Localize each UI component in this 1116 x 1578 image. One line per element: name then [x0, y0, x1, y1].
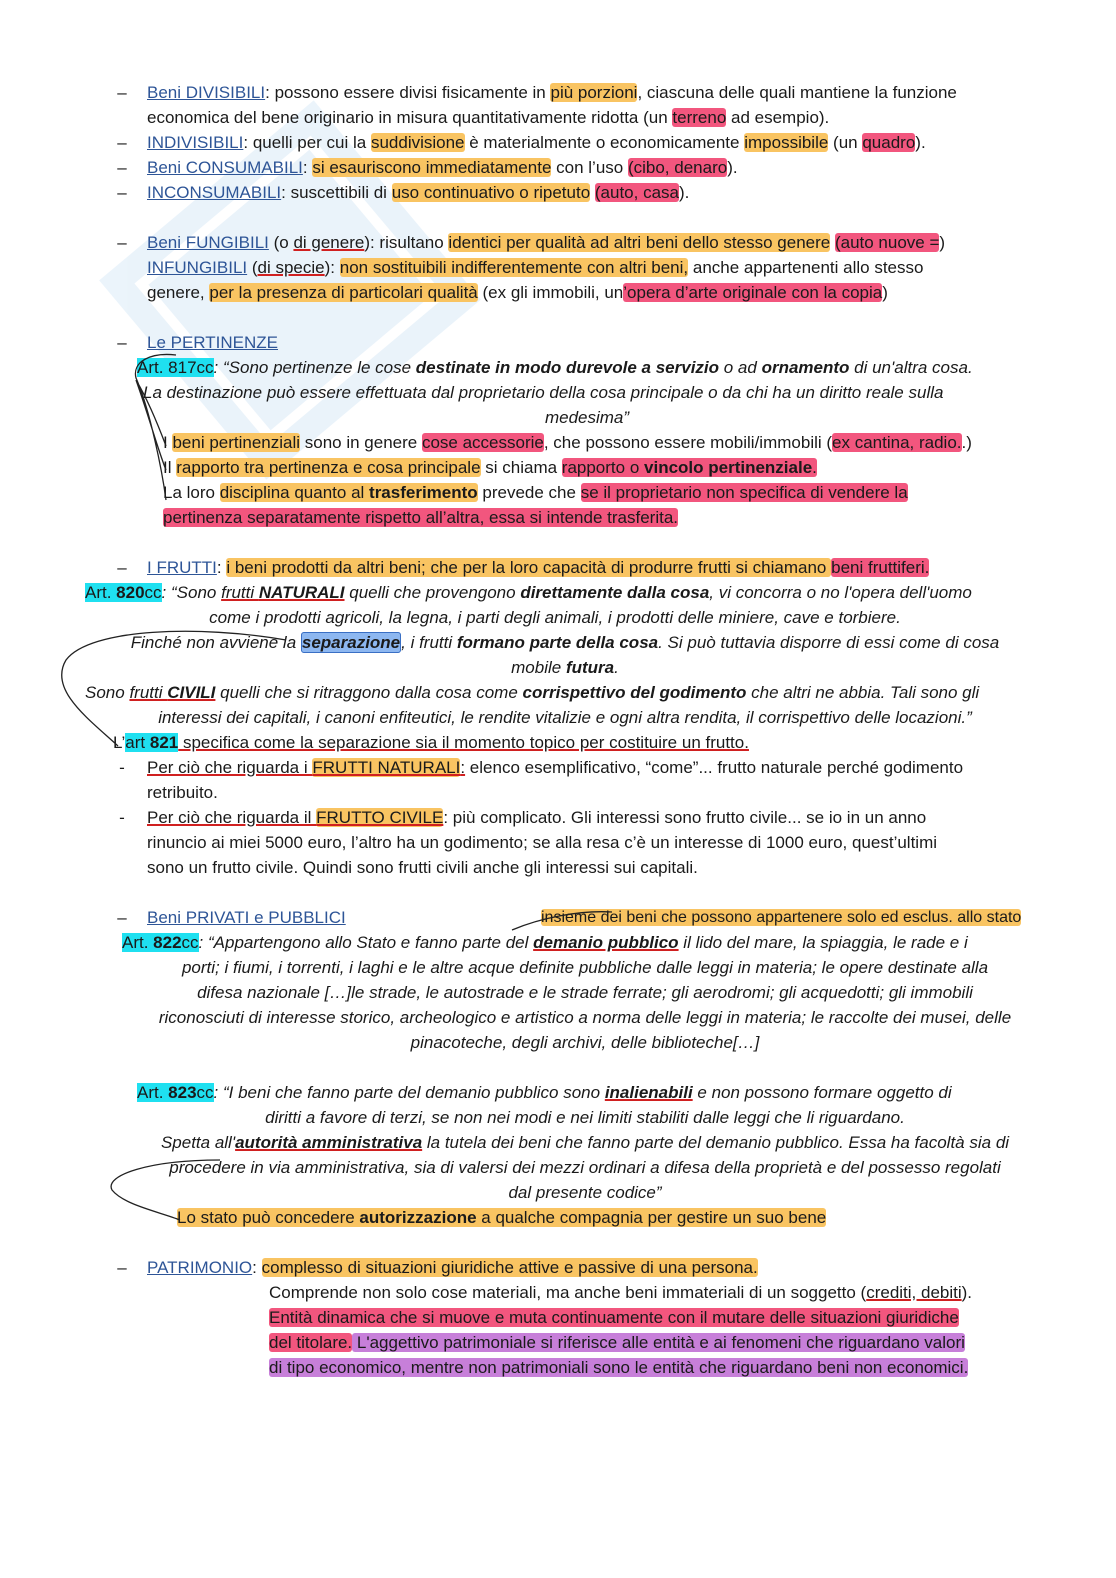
highlight: si esauriscono immediatamente — [312, 158, 552, 177]
art823-line-5: dal presente codice” — [508, 1183, 662, 1202]
bullet-dash: – — [117, 183, 127, 202]
divisibili-line-2: economica del bene originario in misura quantitativamente ridotta (un terreno ad esempio). — [147, 108, 830, 127]
art822-line-5: pinacoteche, degli archivi, delle biblioteche[…] — [410, 1033, 760, 1052]
highlight: quadro — [862, 133, 916, 152]
bullet-hyphen: - — [119, 758, 125, 777]
bullet-dash: – — [117, 908, 127, 927]
term-consumabili[interactable]: Beni CONSUMABILI — [147, 158, 303, 177]
frutto-civile-line-1: Per ciò che riguarda il FRUTTO CIVILE: più complicato. Gli interessi sono frutto civile... se io in un anno — [147, 808, 927, 827]
highlight: (cibo, denaro — [627, 158, 728, 177]
highlight: rapporto o vincolo pertinenziale. — [561, 458, 817, 477]
art822-line-4: riconosciuti di interesse storico, archeologico e artistico a norma delle leggi in materia; le raccolte dei musei, delle — [158, 1008, 1012, 1027]
term-indivisibili[interactable]: INDIVISIBILI — [147, 133, 244, 152]
art822-line-2: porti; i fiumi, i torrenti, i laghi e le altre acque definite pubbliche dalle leggi in materia; le opere destinate alla — [181, 958, 989, 977]
pertinenze-note-3: La loro disciplina quanto al trasferimento prevede che se il proprietario non specifica di vendere la — [163, 483, 908, 502]
highlight: disciplina quanto al trasferimento — [219, 483, 478, 502]
art817-line-3: medesima” — [544, 408, 630, 427]
infungibili-line-2: genere, per la presenza di particolari qualità (ex gli immobili, un’opera d’arte originale con la copia) — [147, 283, 888, 302]
patrimonio-line-2: Comprende non solo cose materiali, ma anche beni immateriali di un soggetto (crediti, debiti). — [269, 1283, 973, 1302]
highlight: Entità dinamica che si muove e muta continuamente con il mutare delle situazioni giuridiche — [269, 1308, 959, 1327]
highlight: complesso di situazioni giuridiche attive e passive di una persona. — [261, 1258, 758, 1277]
art820-line-2: come i prodotti agricoli, la legna, i parti degli animali, i prodotti delle miniere, cave e torbiere. — [209, 608, 901, 627]
pertinenze-heading — [147, 331, 278, 355]
pertinenze-note-1: I beni pertinenziali sono in genere cose accessorie, che possono essere mobili/immobili (ex cantina, radio..) — [163, 433, 972, 452]
bullet-dash: – — [117, 83, 127, 102]
article-label: Art. 823cc — [137, 1083, 214, 1102]
article-label: Art. 817cc — [137, 358, 214, 377]
frutti-heading: I FRUTTI: i beni prodotti da altri beni; che per la loro capacità di produrre frutti si chiamano beni fruttiferi. — [147, 558, 930, 577]
article-label: Art. 820cc — [85, 583, 162, 602]
highlight: FRUTTO CIVILE — [316, 808, 444, 827]
highlight: L'aggettivo patrimoniale si riferisce alle entità e ai fenomeni che riguardano valori — [352, 1333, 965, 1352]
highlight: identici per qualità ad altri beni dello stesso genere — [448, 233, 831, 252]
highlight: più porzioni — [550, 83, 638, 102]
bullet-dash: – — [117, 558, 127, 577]
bullet-dash: – — [117, 233, 127, 252]
term-fungibili[interactable]: Beni FUNGIBILI — [147, 233, 269, 252]
fungibili-line: Beni FUNGIBILI (o di genere): risultano identici per qualità ad altri beni dello stesso genere (auto nuove =) — [147, 233, 946, 252]
article-label: art 821 — [125, 733, 179, 752]
frutti-naturali-line-2: retribuito. — [147, 783, 218, 802]
divisibili-line-1: Beni DIVISIBILI: possono essere divisi fisicamente in più porzioni, ciascuna delle quali mantiene la funzione — [147, 83, 957, 102]
patrimonio-line-4 — [269, 1331, 965, 1355]
bullet-dash: – — [117, 133, 127, 152]
consumabili-line: Beni CONSUMABILI: si esauriscono immediatamente con l’uso (cibo, denaro). — [147, 158, 738, 177]
highlight: di tipo economico, mentre non patrimoniali sono le entità che riguardano beni non economici. — [269, 1358, 969, 1377]
art822-line-3: difesa nazionale […]le strade, le autostrade e le strade ferrate; gli aerodromi; gli acquedotti; gli immobili — [197, 983, 973, 1002]
indivisibili-line: INDIVISIBILI: quelli per cui la suddivisione è materialmente o economicamente impossibile (un quadro). — [147, 133, 926, 152]
patrimonio-heading: PATRIMONIO: complesso di situazioni giuridiche attive e passive di una persona. — [147, 1258, 758, 1277]
highlight: del titolare. — [269, 1333, 353, 1352]
bullet-dash: – — [117, 1258, 127, 1277]
art820-line-1: Art. 820cc: “Sono frutti NATURALI quelli che provengono direttamente dalla cosa, vi concorra o no l'opera dell'uomo — [85, 583, 972, 602]
frutto-civile-line-3: sono un frutto civile. Quindi sono frutti civili anche gli interessi sui capitali. — [147, 858, 698, 877]
highlight: suddivisione — [370, 133, 465, 152]
highlight: terreno — [672, 108, 727, 127]
highlight: insieme dei beni che possono appartenere solo ed esclus. allo stato — [541, 909, 1022, 926]
highlight: rapporto tra pertinenza e cosa principale — [176, 458, 481, 477]
bullet-dash: – — [117, 158, 127, 177]
term-privati-pubblici[interactable]: Beni PRIVATI e PUBBLICI — [147, 908, 346, 927]
highlight: (auto nuove = — [834, 233, 940, 252]
highlight: pertinenza separatamente rispetto all’altra, essa si intende trasferita. — [163, 508, 678, 527]
art820-line-3: Finché non avviene la separazione, i frutti formano parte della cosa. Si può tuttavia disporre di essi come di cosa — [130, 633, 1000, 652]
highlight: beni pertinenziali — [172, 433, 301, 452]
article-label: Art. 822cc — [122, 933, 199, 952]
highlight: ex cantina, radio. — [832, 433, 962, 452]
art820-line-5: Sono frutti CIVILI quelli che si ritraggono dalla cosa come corrispettivo del godimento che altri ne abbia. Tali sono gli — [85, 683, 980, 702]
inconsumabili-line: INCONSUMABILI: suscettibili di uso continuativo o ripetuto (auto, casa). — [147, 183, 690, 202]
highlight: (auto, casa — [594, 183, 679, 202]
term-patrimonio[interactable]: PATRIMONIO — [147, 1258, 253, 1277]
term-pertinenze[interactable]: Le PERTINENZE — [147, 333, 279, 352]
highlight: non sostituibili indifferentemente con altri beni, — [339, 258, 689, 277]
highlight: cose accessorie — [421, 433, 544, 452]
art820-line-6: interessi dei capitali, i canoni enfiteutici, le rendite vitalizie e ogni altra rendita, il corrispettivo delle locazioni.” — [158, 708, 972, 727]
pertinenze-note-4 — [163, 506, 678, 530]
pertinenze-note-2: Il rapporto tra pertinenza e cosa principale si chiama rapporto o vincolo pertinenziale. — [163, 458, 817, 477]
highlight: uso continuativo o ripetuto — [391, 183, 591, 202]
privati-note — [541, 906, 1021, 930]
infungibili-line-1: INFUNGIBILI (di specie): non sostituibili indifferentemente con altri beni, anche appartenenti allo stesso — [147, 258, 924, 277]
patrimonio-line-3 — [269, 1306, 959, 1330]
highlight: i beni prodotti da altri beni; che per la loro capacità di produrre frutti si chiamano — [226, 558, 832, 577]
term-frutti[interactable]: I FRUTTI — [147, 558, 217, 577]
art821-line: L’art 821 specifica come la separazione sia il momento topico per costituire un frutto. — [113, 733, 749, 752]
patrimonio-line-5 — [269, 1356, 968, 1380]
highlight: ’opera d’arte originale con la copia — [623, 283, 883, 302]
highlight: impossibile — [744, 133, 829, 152]
frutto-civile-line-2: rinuncio ai miei 5000 euro, l’altro ha un godimento; se alla resa c’è un interesse di 1000 euro, quest’ultimi — [147, 833, 938, 852]
bullet-hyphen: - — [119, 808, 125, 827]
art823-line-4: procedere in via amministrativa, sia di valersi dei mezzi ordinari a difesa della proprietà e del possesso regolati — [169, 1158, 1001, 1177]
art823-note — [177, 1206, 826, 1230]
highlight: FRUTTI NATURALI — [312, 758, 461, 777]
frutti-naturali-line-1: Per ciò che riguarda i FRUTTI NATURALI: elenco esemplificativo, “come”... frutto naturale perché godimento — [147, 758, 964, 777]
term-infungibili[interactable]: INFUNGIBILI — [147, 258, 248, 277]
art823-line-3: Spetta all'autorità amministrativa la tutela dei beni che fanno parte del demanio pubblico. Essa ha facoltà sia di — [160, 1133, 1010, 1152]
bullet-dash: – — [117, 333, 127, 352]
art822-line-1: Art. 822cc: “Appartengono allo Stato e fanno parte del demanio pubblico il lido del mare, la spiaggia, le rade e i — [122, 933, 968, 952]
privati-heading — [147, 906, 346, 930]
highlight: se il proprietario non specifica di vendere la — [580, 483, 908, 502]
term-divisibili[interactable]: Beni DIVISIBILI — [147, 83, 266, 102]
art823-line-2: diritti a favore di terzi, se non nei modi e nei limiti stabiliti dalle leggi che li riguardano. — [265, 1108, 905, 1127]
art817-line-1: Art. 817cc: “Sono pertinenze le cose destinate in modo durevole a servizio o ad ornamento di un'altra cosa. — [137, 358, 973, 377]
highlight: Lo stato può concedere autorizzazione a qualche compagnia per gestire un suo bene — [177, 1208, 827, 1227]
art820-line-4: mobile futura. — [511, 658, 619, 677]
art823-line-1: Art. 823cc: “I beni che fanno parte del demanio pubblico sono inalienabili e non possono formare oggetto di — [137, 1083, 952, 1102]
highlight: per la presenza di particolari qualità — [209, 283, 478, 302]
art817-line-2: La destinazione può essere effettuata dal proprietario della cosa principale o da chi ha un diritto reale sulla — [143, 383, 944, 402]
highlight: separazione — [301, 633, 401, 652]
term-inconsumabili[interactable]: INCONSUMABILI — [147, 183, 282, 202]
highlight: beni fruttiferi. — [831, 558, 930, 577]
